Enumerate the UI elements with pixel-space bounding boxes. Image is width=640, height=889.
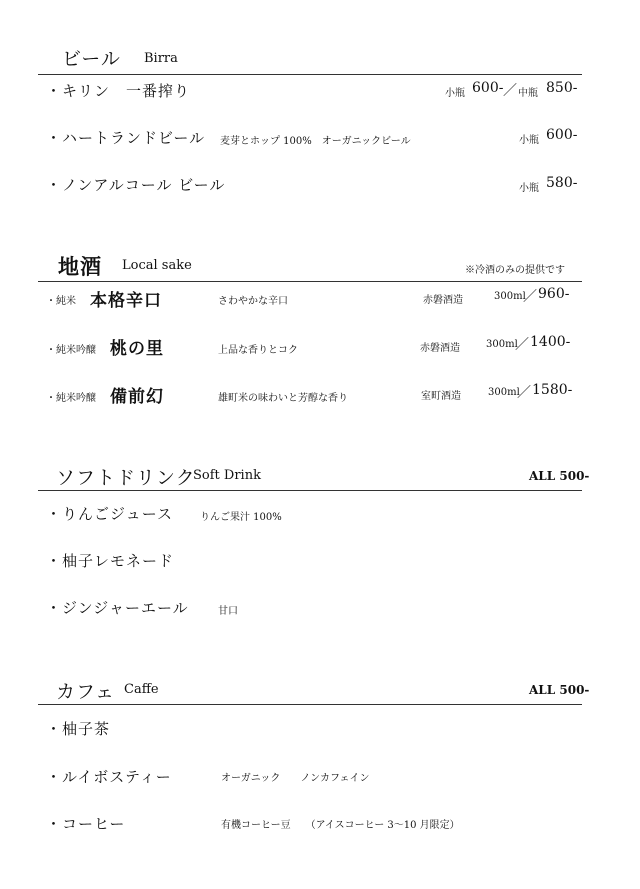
bullet: ・: [46, 82, 62, 100]
cafe-item-note: 有機コーヒー豆 （アイスコーヒー 3～10 月限定）: [221, 820, 460, 831]
soft-divider: [38, 490, 582, 491]
cafe-item-name: ルイボスティー: [62, 768, 172, 786]
cafe-item-note: オーガニック ノンカフェイン: [221, 773, 370, 784]
soft-title-ja: ソフトドリンク: [56, 467, 196, 489]
sake-brewery: 赤磐酒造: [423, 295, 463, 306]
sake-notice: ※冷酒のみの提供です: [465, 265, 565, 276]
bullet: ・: [46, 768, 62, 786]
bullet: ・: [46, 505, 62, 523]
sake-grade: ・純米吟醸: [46, 345, 96, 356]
sake-volume: 300ml: [488, 387, 520, 398]
sake-grade: ・純米: [46, 296, 76, 307]
bullet: ・: [46, 720, 62, 738]
price-medium: 850-: [546, 80, 578, 96]
sake-desc: 上品な香りとコク: [218, 345, 298, 356]
sake-desc: さわやかな辛口: [218, 296, 288, 307]
bullet: ・: [46, 815, 62, 833]
sake-divider: [38, 281, 582, 282]
price-medium-label: 中瓶: [518, 88, 538, 99]
beer-title-en: Birra: [144, 51, 178, 66]
sake-volume: 300ml: [486, 339, 518, 350]
soft-item-name: 柚子レモネード: [62, 552, 175, 570]
sake-grade: ・純米吟醸: [46, 393, 96, 404]
beer-divider: [38, 74, 582, 75]
beer-item-note: 麦芽とホップ 100% オーガニックビール: [220, 136, 411, 147]
sake-name: 備前幻: [110, 387, 164, 407]
cafe-all-price: ALL 500-: [529, 683, 590, 697]
sake-price: 1580-: [532, 382, 573, 398]
price-small-label: 小瓶: [519, 135, 539, 146]
sake-name: 本格辛口: [90, 291, 162, 311]
price-small: 600-: [546, 127, 578, 143]
price-small: 600-: [472, 80, 504, 96]
price-small: 580-: [546, 175, 578, 191]
price-small-label: 小瓶: [445, 88, 465, 99]
bullet: ・: [46, 176, 62, 194]
bullet: ・: [46, 552, 62, 570]
sake-brewery: 赤磐酒造: [420, 343, 460, 354]
beer-title-ja: ビール: [62, 48, 121, 70]
sake-desc: 雄町米の味わいと芳醇な香り: [218, 393, 348, 404]
price-sep: ／: [503, 83, 517, 99]
beer-item-name: キリン 一番搾り: [62, 82, 191, 100]
sake-title-ja: 地酒: [58, 254, 102, 279]
price-sep: ／: [517, 385, 531, 401]
price-sep: ／: [515, 337, 529, 353]
soft-title-en: Soft Drink: [193, 468, 261, 483]
soft-item-name: りんごジュース: [62, 505, 173, 523]
cafe-item-name: コーヒー: [62, 815, 126, 833]
soft-item-note: りんご果汁 100%: [200, 512, 282, 523]
cafe-title-en: Caffe: [124, 682, 159, 697]
soft-item-note: 甘口: [218, 606, 238, 617]
sake-volume: 300ml: [494, 291, 526, 302]
cafe-item-name: 柚子茶: [62, 720, 111, 738]
cafe-title-ja: カフェ: [56, 681, 116, 703]
beer-item-name: ハートランドビール: [62, 129, 206, 147]
bullet: ・: [46, 599, 62, 617]
sake-name: 桃の里: [110, 339, 164, 359]
bullet: ・: [46, 129, 62, 147]
sake-price: 960-: [538, 286, 570, 302]
cafe-divider: [38, 704, 582, 705]
sake-title-en: Local sake: [122, 258, 192, 273]
sake-brewery: 室町酒造: [421, 391, 461, 402]
price-small-label: 小瓶: [519, 183, 539, 194]
sake-price: 1400-: [530, 334, 571, 350]
beer-item-name: ノンアルコール ビール: [62, 176, 226, 194]
soft-all-price: ALL 500-: [529, 469, 590, 483]
soft-item-name: ジンジャーエール: [62, 599, 189, 617]
price-sep: ／: [523, 289, 537, 305]
